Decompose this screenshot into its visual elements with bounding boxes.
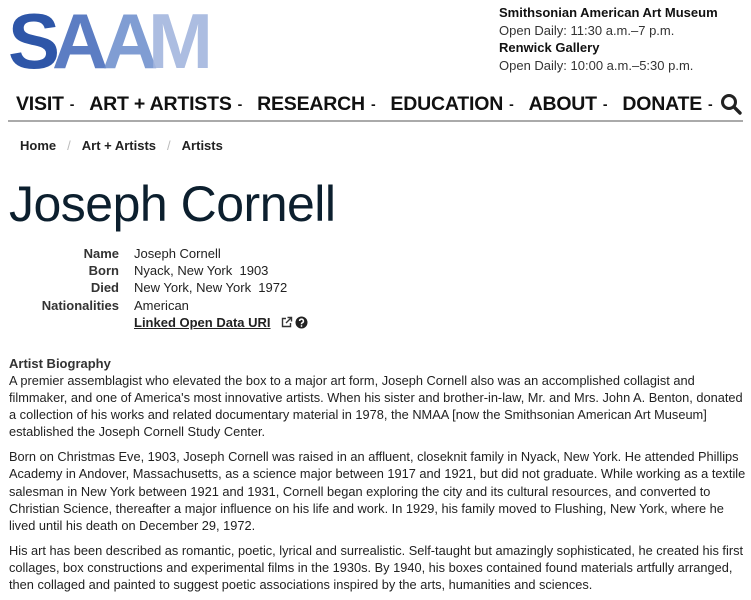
fact-value: New York, New York 1972 xyxy=(134,280,288,296)
artist-facts xyxy=(0,245,308,331)
nav-visit[interactable] xyxy=(16,93,74,116)
venue-name: Smithsonian American Art Museum xyxy=(499,5,718,20)
saam-logo[interactable] xyxy=(8,8,218,74)
breadcrumb-home[interactable]: Home xyxy=(20,138,57,153)
external-link-icon[interactable] xyxy=(280,316,293,329)
fact-label: Name xyxy=(83,246,119,261)
lod-icons xyxy=(278,316,308,329)
nav-label: ABOUT xyxy=(528,92,597,115)
fact-row-name xyxy=(0,245,308,262)
linked-open-data-link[interactable]: Linked Open Data URI xyxy=(134,314,271,330)
help-circle-icon[interactable] xyxy=(295,316,308,329)
fact-row-nationalities xyxy=(0,297,308,314)
svg-text:A: A xyxy=(52,8,101,74)
svg-text:S: S xyxy=(8,8,53,74)
svg-text:M: M xyxy=(148,8,213,74)
fact-value: American xyxy=(134,297,189,313)
fact-value: Nyack, New York 1903 xyxy=(134,263,269,279)
page-title: Joseph Cornell xyxy=(9,176,336,232)
nav-label: VISIT xyxy=(16,92,64,115)
caret-icon: - xyxy=(708,96,713,112)
nav-label: EDUCATION xyxy=(390,92,504,115)
fact-label: Nationalities xyxy=(41,297,119,313)
fact-value xyxy=(134,314,308,331)
nav-art-artists[interactable] xyxy=(89,93,242,116)
nav-education[interactable] xyxy=(390,93,513,116)
fact-label: Born xyxy=(88,263,119,279)
nav-label: DONATE xyxy=(622,92,703,115)
biography-heading: Artist Biography xyxy=(9,356,111,371)
fact-label: Died xyxy=(90,280,119,296)
fact-label-empty xyxy=(0,314,134,331)
nav-research[interactable] xyxy=(257,93,375,116)
site-header xyxy=(0,0,751,88)
caret-icon: - xyxy=(69,96,75,112)
saam-logo-icon xyxy=(8,8,218,74)
search-button[interactable] xyxy=(719,92,743,116)
venue-name: Renwick Gallery xyxy=(499,40,600,55)
biography-paragraph: Born on Christmas Eve, 1903, Joseph Cornell was raised in an affluent, closeknit family in Nyack, New York. He attended Phillips Academy in Andover, Massachusetts, as a science major between 1917 and 1921, but did not graduate. While working as a textile salesman in New York between 1921 and 1931, Cornell began exploring the city and its cultural resources, and converted to Christian Science, thereafter a major influence on his life and work. In 1929, his family moved to Flushing, New York, where he lived until his death on December 29, 1972. xyxy=(9,449,746,533)
biography-paragraph: His art has been described as romantic, poetic, lyrical and surrealistic. Self-taught but amazingly sophisticated, he created his first collages, box constructions and experimental films in the 1930s. By 1940, his boxes contained found materials artfully arranged, then collaged and painted to suggest poetic associations inspired by the arts, humanities and sciences. xyxy=(9,542,744,593)
caret-icon: - xyxy=(370,96,376,112)
breadcrumb-artists[interactable]: Artists xyxy=(181,138,223,153)
breadcrumb xyxy=(20,138,223,153)
search-icon xyxy=(719,92,743,116)
fact-row-born xyxy=(0,262,308,279)
caret-icon: - xyxy=(602,96,608,112)
caret-icon: - xyxy=(509,96,514,112)
venue-hours: Open Daily: 11:30 a.m.–7 p.m. xyxy=(499,22,675,38)
breadcrumb-separator: / xyxy=(67,138,71,153)
breadcrumb-art-artists[interactable]: Art + Artists xyxy=(81,138,157,153)
breadcrumb-separator: / xyxy=(167,138,171,153)
nav-about[interactable] xyxy=(529,93,608,116)
nav-label: RESEARCH xyxy=(257,92,365,115)
venue-hours: Open Daily: 10:00 a.m.–5:30 p.m. xyxy=(499,57,694,73)
nav-donate[interactable] xyxy=(622,93,712,116)
svg-text:A: A xyxy=(102,8,159,74)
hours-block xyxy=(499,4,718,74)
fact-row-died xyxy=(0,279,308,296)
artist-biography xyxy=(9,355,747,600)
biography-paragraph: A premier assemblagist who elevated the box to a major art form, Joseph Cornell also was an accomplished collagist and filmmaker, and one of America's most innovative artists. When his sister and brother-in-law, Mr. and Mrs. John A. Benton, donated a collection of his works and related documentary material in 1978, the NMAA [now the Smithsonian American Art Museum] established the Joseph Cornell Study Center. xyxy=(9,373,743,440)
nav-label: ART + ARTISTS xyxy=(89,92,232,115)
main-nav xyxy=(8,88,743,122)
fact-row-lod xyxy=(0,314,308,331)
caret-icon: - xyxy=(237,96,243,112)
fact-value: Joseph Cornell xyxy=(134,246,221,261)
